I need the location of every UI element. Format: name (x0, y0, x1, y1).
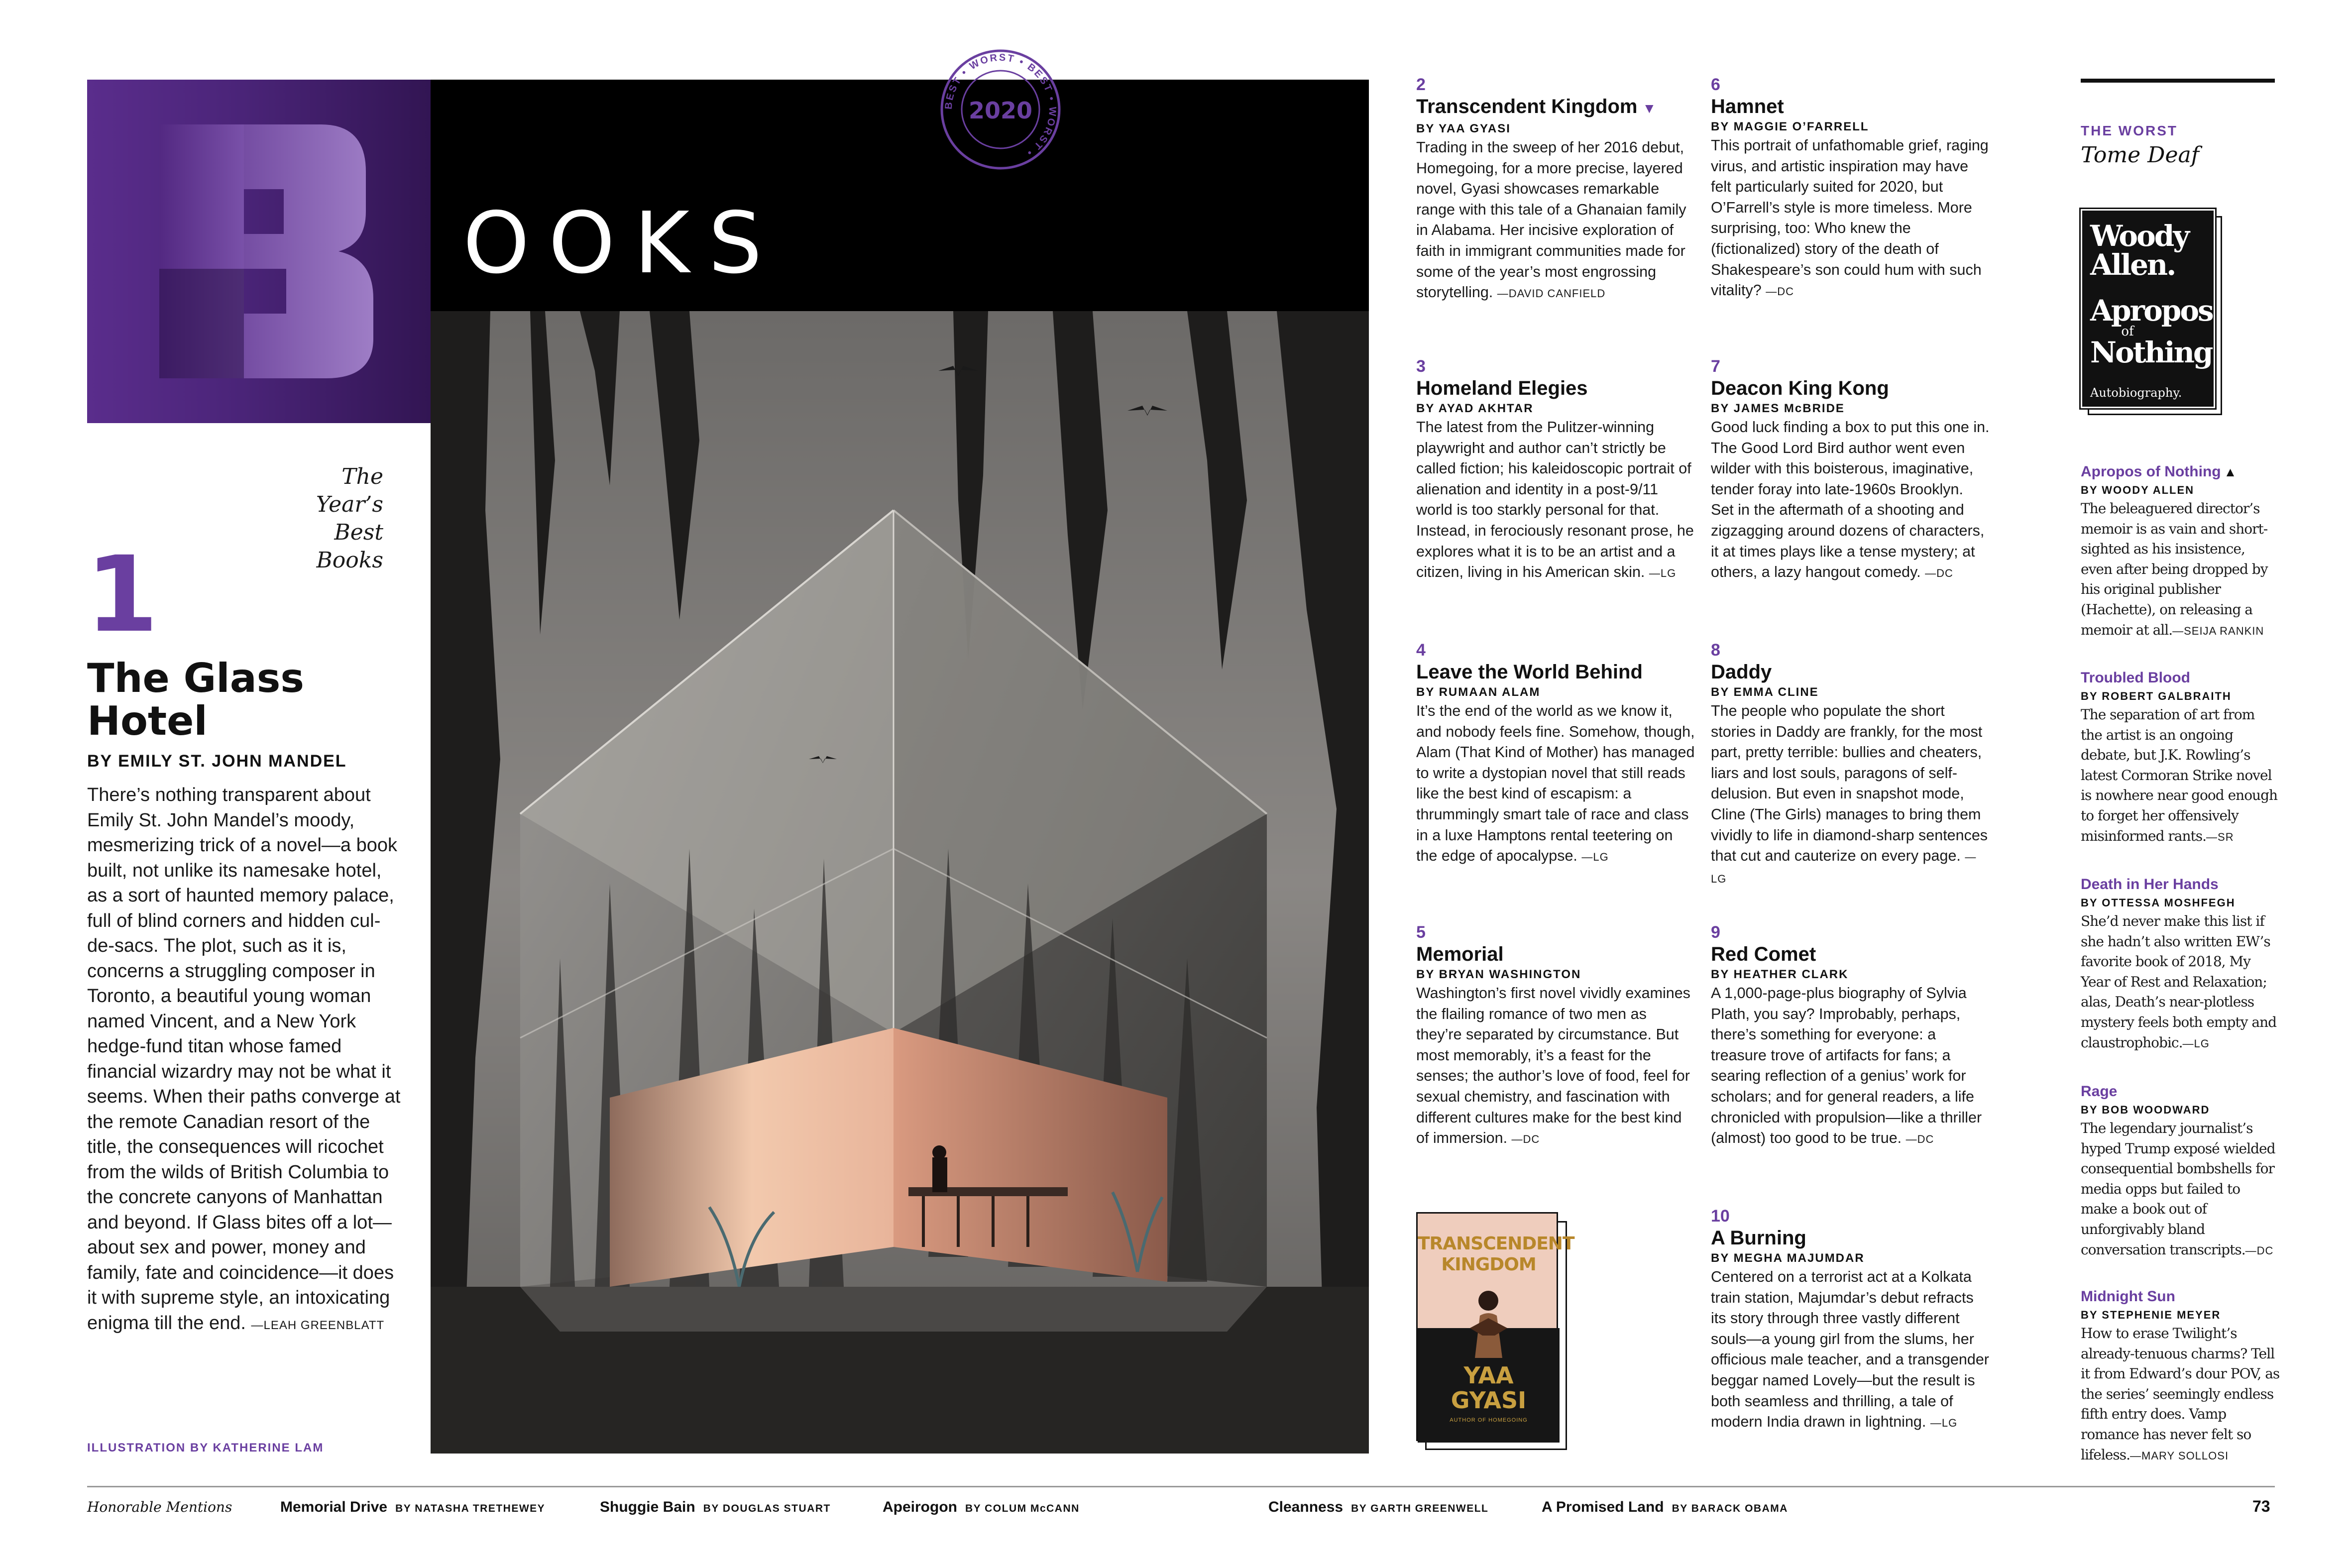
book-title: Transcendent Kingdom ▼ (1416, 96, 1657, 117)
book-title: Red Comet (1711, 943, 1816, 965)
list-item (1416, 357, 1695, 584)
rank-number: 7 (1711, 357, 1720, 376)
worst-divider (2081, 79, 2275, 83)
book-review: The latest from the Pulitzer-winning playwright and author can’t strictly be called fiction; his kaleidoscopic portrait of alienation and identity in a post-9/11 world is too starkly personal for that. Instead, in ferociously resonant prose, he explores what it is to be an artist and a citizen, living in his American skin. —LG (1416, 419, 1694, 581)
stamp-year: 2020 (968, 97, 1033, 124)
glass-hotel-illustration (431, 311, 1369, 1454)
honorable-mention: Shuggie Bain BY DOUGLAS STUART (600, 1499, 831, 1515)
hero-signature: —LEAH GREENBLATT (251, 1318, 385, 1332)
book-review: Trading in the sweep of her 2016 debut, Homegoing, for a more precise, layered novel, Gyasi showcases remarkable range with this tale of a Ghanaian family in Alabama. Her incisive exploration of faith in immigrant communities made for some of the year’s most engrossing storytelling. —DAVID CANFIELD (1416, 139, 1686, 301)
book-review: The beleaguered director’s memoir is as vain and short-sighted as his insistence, even after being dropped by his original publisher (Hachette), on releasing a memoir at all.—SEIJA RANKIN (2081, 500, 2268, 638)
book-title: Midnight Sun (2081, 1288, 2175, 1305)
transcendent-kingdom-cover (1416, 1212, 1574, 1451)
hero-body-text: There’s nothing transparent about Emily St. John Mandel’s moody, mesmerizing trick of a novel—a book built, not unlike its namesake hotel, as a sort of haunted memory palace, full of blind corners and hidden cul-de-sacs. The plot, such as it is, concerns a struggling composer in Toronto, a beautiful young woman named Vincent, and a New York hedge-fund titan whose famed financial wizardry may not be what it seems. When their paths converge at the remote Canadian resort of the title, the consequences will ricochet from the wilds of British Columbia to the concrete canyons of Manhattan and beyond. If Glass bites off a lot—about sex and power, money and family, fate and coincidence—it does it with supreme style, an intoxicating enigma till the end. (87, 784, 401, 1334)
book-title: Troubled Blood (2081, 670, 2190, 686)
book-author: BY WOODY ALLEN (2081, 484, 2195, 496)
book-title: Leave the World Behind (1416, 661, 1643, 683)
list-item (1711, 641, 1990, 889)
list-item (2081, 875, 2280, 1054)
book-title: Apropos of Nothing ▲ (2081, 463, 2237, 480)
stamp-ring-text: BEST • WORST • BEST • WORST • (943, 52, 1058, 159)
book-review: The separation of art from the artist is an ongoing debate, but J.K. Rowling’s latest Cormoran Strike novel is nowhere near good enough to forget her offensively misinformed rants.—SR (2081, 706, 2278, 844)
book-cover (1416, 1212, 1574, 1441)
rank-number: 2 (1416, 75, 1426, 94)
caret-up-icon: ▲ (2224, 464, 2237, 479)
list-item (1416, 641, 1695, 868)
kicker-line: The (341, 464, 383, 489)
page-number: 73 (2252, 1497, 2270, 1515)
footer-divider (87, 1486, 2275, 1487)
book-review: How to erase Twilight’s already-tenuous charms? Tell it from Edward’s dour POV, as the series’ seemingly endless fifth entry does. Vamp romance has never felt so lifeless.—MARY SOLLOSI (2081, 1325, 2280, 1463)
book-review: Good luck finding a box to put this one in. The Good Lord Bird author went even wilder with this boisterous, imaginative, tender foray into late-1960s Brooklyn. Set in the aftermath of a shooting and zigzagging around dozens of characters, it at times plays like a tense mystery; at others, a lazy hangout comedy. —DC (1711, 419, 1990, 581)
book-author: BY HEATHER CLARK (1711, 968, 1849, 981)
book-review: Centered on a terrorist act at a Kolkata train station, Majumdar’s debut refracts its story through three vastly different souls—a young girl from the slums, her officious male teacher, and a transgender beggar named Lovely—but the result is both seamless and thrilling, a tale of modern India drawn in lightning. —LG (1711, 1268, 1989, 1431)
book-title: Memorial (1416, 943, 1504, 965)
honorable-mention: A Promised Land BY BARACK OBAMA (1542, 1499, 1788, 1515)
years-best-kicker (279, 463, 383, 574)
list-item (2081, 462, 2280, 641)
kicker-line: Books (316, 548, 383, 573)
worst-heading: Tome Deaf (2081, 142, 2200, 168)
worst-kicker: THE WORST (2081, 123, 2178, 138)
book-author: BY JAMES McBRIDE (1711, 402, 1845, 415)
book-title: Homeland Elegies (1416, 377, 1588, 399)
honorable-mention: Apeirogon BY COLUM McCANN (883, 1499, 1080, 1515)
hero-title: The Glass Hotel (87, 655, 304, 744)
book-author: BY BOB WOODWARD (2081, 1104, 2210, 1116)
book-title: Deacon King Kong (1711, 377, 1889, 399)
book-author: BY STEPHENIE MEYER (2081, 1309, 2221, 1321)
illustration-credit: ILLUSTRATION BY KATHERINE LAM (87, 1441, 324, 1455)
book-author: BY MAGGIE O’FARRELL (1711, 120, 1869, 133)
rank-number: 4 (1416, 641, 1426, 660)
book-review: The legendary journalist’s hyped Trump exposé wielded consequential bombshells for media opps but failed to make a book out of unforgivably bland conversation transcripts.—DC (2081, 1120, 2275, 1258)
book-title: Rage (2081, 1083, 2118, 1100)
cover-line: Nothing. (2090, 336, 2221, 369)
list-item (1711, 923, 1990, 1150)
book-author: BY OTTESSA MOSHFEGH (2081, 896, 2236, 909)
book-author: BY MEGHA MAJUMDAR (1711, 1251, 1865, 1265)
list-item (1711, 1207, 1990, 1434)
list-item (1711, 76, 1990, 302)
rank-number: 6 (1711, 75, 1720, 94)
hero-byline: BY EMILY ST. JOHN MANDEL (87, 752, 347, 771)
book-title: Death in Her Hands (2081, 876, 2219, 893)
rank-number: 8 (1711, 641, 1720, 660)
books-title: OOKS (463, 194, 782, 293)
kicker-line: Year’s (316, 492, 383, 517)
footer-heading: Honorable Mentions (87, 1499, 232, 1515)
rank-number: 9 (1711, 923, 1720, 942)
rank-number: 10 (1711, 1207, 1730, 1226)
book-title: A Burning (1711, 1227, 1806, 1249)
caret-down-icon: ▼ (1642, 101, 1657, 116)
book-author: BY ROBERT GALBRAITH (2081, 690, 2232, 702)
cover-title: TRANSCENDENT KINGDOM (1418, 1233, 1574, 1275)
cover-author: YAA GYASI (1451, 1362, 1527, 1414)
honorable-mention: Memorial Drive BY NATASHA TRETHEWEY (280, 1499, 546, 1515)
book-author: BY AYAD AKHTAR (1416, 402, 1534, 415)
book-author: BY EMMA CLINE (1711, 685, 1819, 699)
kicker-line: Best (334, 520, 383, 545)
cover-line: Allen. (2090, 248, 2175, 282)
book-review: This portrait of unfathomable grief, raging virus, and artistic inspiration may have felt particularly suited for 2020, but O’Farrell’s style is more timeless. More surprising, too: Who knew the (fictionalized) story of the death of Shakespeare’s son could hum with such vitality? —DC (1711, 137, 1989, 299)
cover-line: Apropos (2090, 294, 2213, 328)
cover-line: Autobiography. (2090, 386, 2182, 400)
book-review: The people who populate the short stories in Daddy are frankly, for the most part, pretty terrible: bullies and cheaters, liars and lost souls, paragons of self-delusion. But even in snapshot mode, Cline (The Girls) manages to bring them vividly to life in diamond-sharp sentences that cut and cauterize on every page. —LG (1711, 702, 1988, 885)
cover-line: of (2121, 324, 2134, 339)
list-item (1711, 357, 1990, 584)
best-worst-stamp (936, 45, 1065, 174)
list-item (1416, 923, 1695, 1150)
figure-icon (1465, 1288, 1512, 1358)
big-letter-b (87, 80, 431, 423)
honorable-mention: Cleanness BY GARTH GREENWELL (1268, 1499, 1489, 1515)
book-review: A 1,000-page-plus biography of Sylvia Plath, you say? Improbably, perhaps, there’s something for everyone: a treasure trove of artifacts for fans; a searing reflection of a genius’ work for scholars; and for general readers, a life chronicled with propulsion—like a thriller (almost) too good to be true. —DC (1711, 985, 1982, 1147)
list-item (1416, 76, 1695, 304)
cover-line: Woody (2090, 219, 2189, 253)
book-review: She’d never make this list if she hadn’t also written EW’s favorite book of 2018, My Year of Rest and Relaxation; alas, Death’s near-plotless mystery feels both empty and claustrophobic.—LG (2081, 913, 2277, 1051)
hero-rank: 1 (86, 534, 159, 656)
book-review: It’s the end of the world as we know it, and nobody feels fine. Somehow, though, Alam (That Kind of Mother) has managed to write a dystopian novel that still reads like the best kind of escapism: a thrummingly smart tale of race and class in a luxe Hamptons rental teetering on the edge of apocalypse. —LG (1416, 702, 1695, 865)
rank-number: 5 (1416, 923, 1426, 942)
hero-body (87, 783, 406, 1338)
apropos-of-nothing-cover (2081, 209, 2225, 418)
book-author: BY RUMAAN ALAM (1416, 685, 1541, 699)
book-cover (2081, 209, 2221, 408)
list-item (2081, 668, 2280, 847)
book-title: Daddy (1711, 661, 1772, 683)
book-author: BY BRYAN WASHINGTON (1416, 968, 1581, 981)
book-review: Washington’s first novel vividly examines the flailing romance of two men as they’re separated by circumstance. But most memorably, it’s a feast for the senses; the author’s love of food, feel for sexual chemistry, and fascination with different cultures make for the best kind of immersion. —DC (1416, 985, 1690, 1147)
cover-tagline: AUTHOR OF HOMEGOING (1450, 1417, 1528, 1423)
rank-number: 3 (1416, 357, 1426, 376)
list-item (2081, 1082, 2280, 1261)
book-title: Hamnet (1711, 96, 1784, 117)
book-author: BY YAA GYASI (1416, 122, 1511, 135)
list-item (2081, 1287, 2280, 1466)
